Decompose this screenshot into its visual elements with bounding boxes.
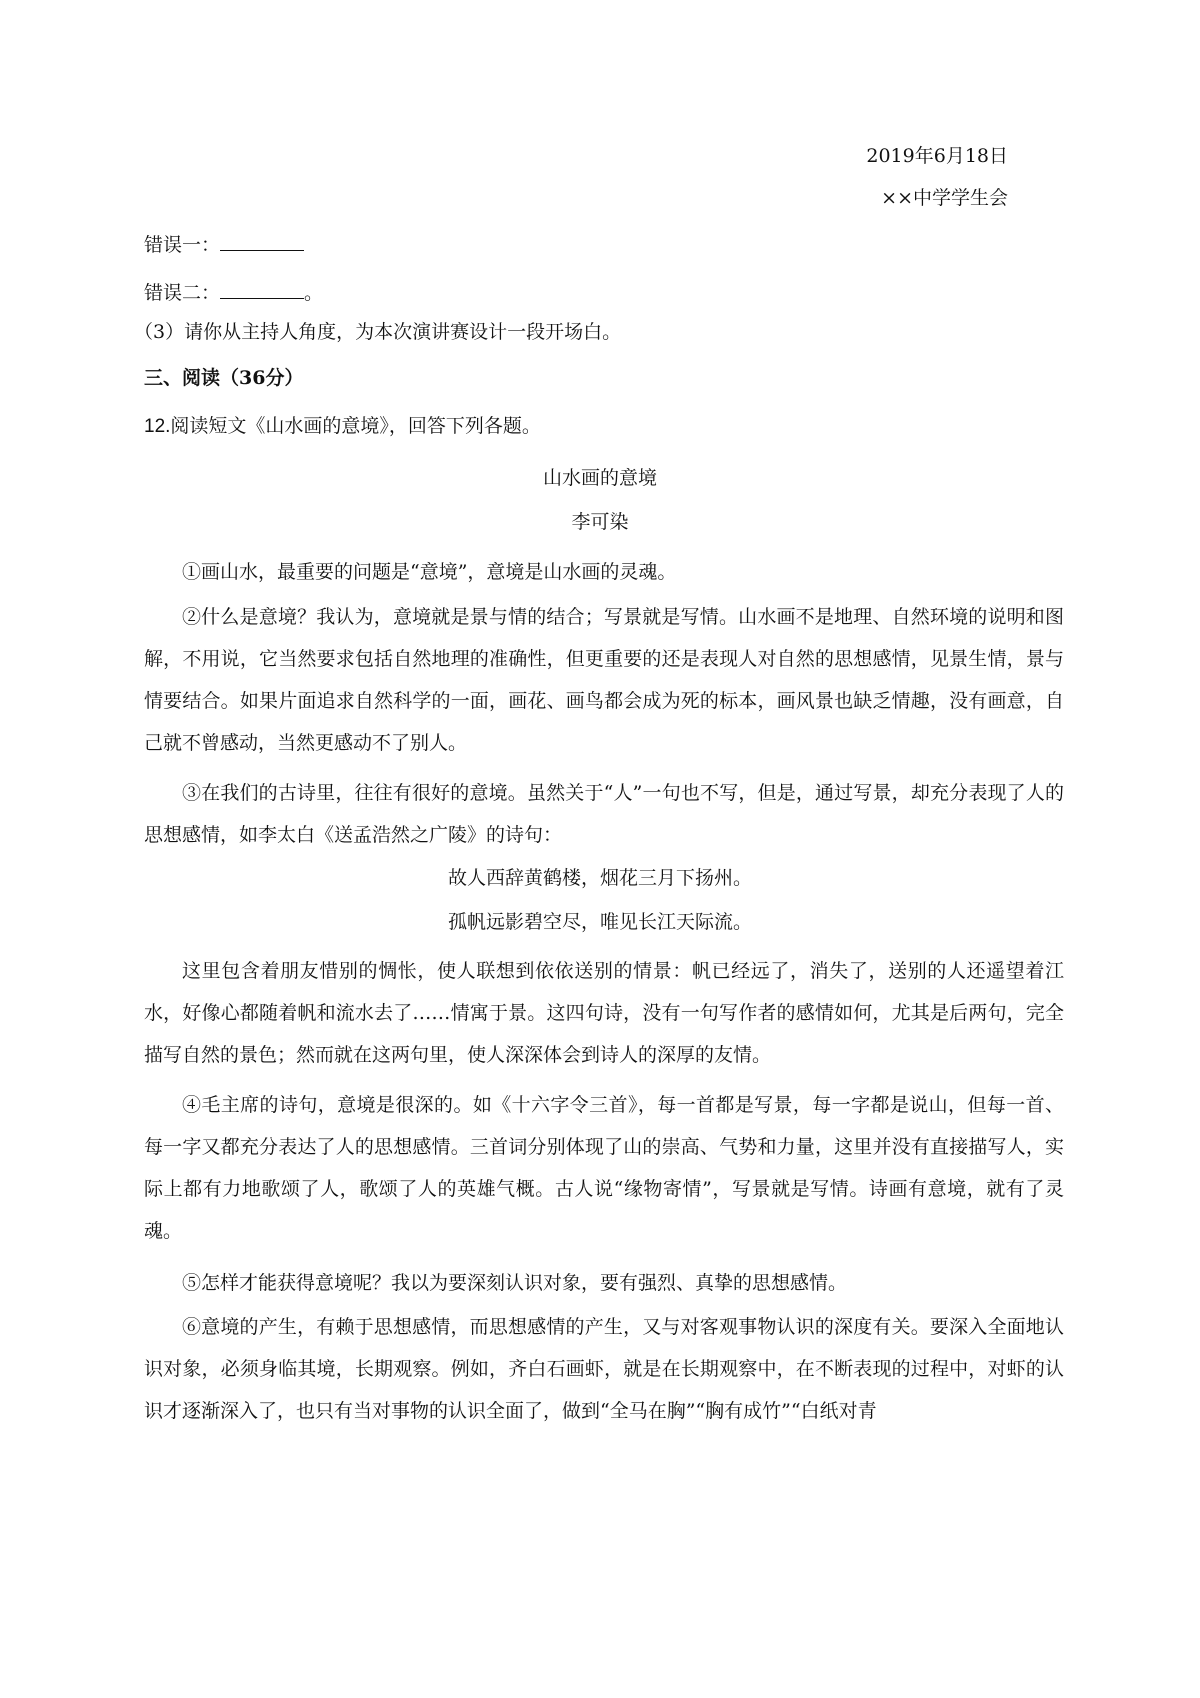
paragraph-5: ⑤怎样才能获得意境呢？我以为要深刻认识对象，要有强烈、真挚的思想感情。 [182, 1272, 848, 1294]
question-12-number: 12. [144, 416, 171, 437]
letter-date: 2019年6月18日 [866, 145, 1008, 167]
paragraph-1: ①画山水，最重要的问题是“意境”，意境是山水画的灵魂。 [182, 561, 677, 583]
error-two-line [144, 280, 323, 305]
error-two-label: 错误二： [144, 282, 221, 304]
question-12 [144, 414, 541, 439]
paragraph-3-commentary: 这里包含着朋友惜别的惆怅，使人联想到依依送别的情景：帆已经远了，消失了，送别的人还遥望着江水，好像心都随着帆和流水去了……情寓于景。这四句诗，没有一句写作者的感情如何，尤其是后两句，完全描写自然的景色；然而就在这两句里，使人深深体会到诗人的深厚的友情。 [144, 960, 1064, 1066]
question-12-prompt: 阅读短文《山水画的意境》，回答下列各题。 [170, 415, 541, 437]
poem-line-2: 孤帆远影碧空尽，唯见长江天际流。 [447, 911, 752, 933]
paragraph-4: ④毛主席的诗句，意境是很深的。如《十六字令三首》，每一首都是写景，每一字都是说山，但每一首、每一字又都充分表达了人的思想感情。三首词分别体现了山的崇高、气势和力量，这里并没有直接描写人，实际上都有力地歌颂了人，歌颂了人的英雄气概。古人说“缘物寄情”，写景就是写情。诗画有意境，就有了灵魂。 [144, 1094, 1064, 1242]
error-one-blank [220, 232, 304, 251]
paragraph-2: ②什么是意境？我认为，意境就是景与情的结合；写景就是写情。山水画不是地理、自然环境的说明和图解，不用说，它当然要求包括自然地理的准确性，但更重要的还是表现人对自然的思想感情，见景生情，景与情要结合。如果片面追求自然科学的一面，画花、画鸟都会成为死的标本，画风景也缺乏情趣，没有画意，自己就不曾感动，当然更感动不了别人。 [144, 606, 1064, 754]
poem-line-1: 故人西辞黄鹤楼，烟花三月下扬州。 [447, 867, 752, 889]
article-author: 李可染 [571, 511, 629, 533]
section-title: 三、阅读（36分） [144, 367, 304, 389]
letter-issuer: ××中学学生会 [881, 187, 1008, 209]
error-two-end: 。 [304, 282, 324, 304]
error-one-label: 错误一： [144, 234, 221, 256]
paragraph-6: ⑥意境的产生，有赖于思想感情，而思想感情的产生，又与对客观事物认识的深度有关。要深入全面地认识对象，必须身临其境，长期观察。例如，齐白石画虾，就是在长期观察中，在不断表现的过程中，对虾的认识才逐渐深入了，也只有当对事物的认识全面了，做到“全马在胸”“胸有成竹”“白纸对青 [144, 1316, 1064, 1422]
error-one-line [144, 232, 304, 257]
article-title: 山水画的意境 [542, 467, 657, 489]
paragraph-3: ③在我们的古诗里，往往有很好的意境。虽然关于“人”一句也不写，但是，通过写景，却充分表现了人的思想感情，如李太白《送孟浩然之广陵》的诗句： [144, 782, 1064, 846]
question-3: （3）请你从主持人角度，为本次演讲赛设计一段开场白。 [134, 321, 622, 343]
error-two-blank [220, 280, 304, 299]
